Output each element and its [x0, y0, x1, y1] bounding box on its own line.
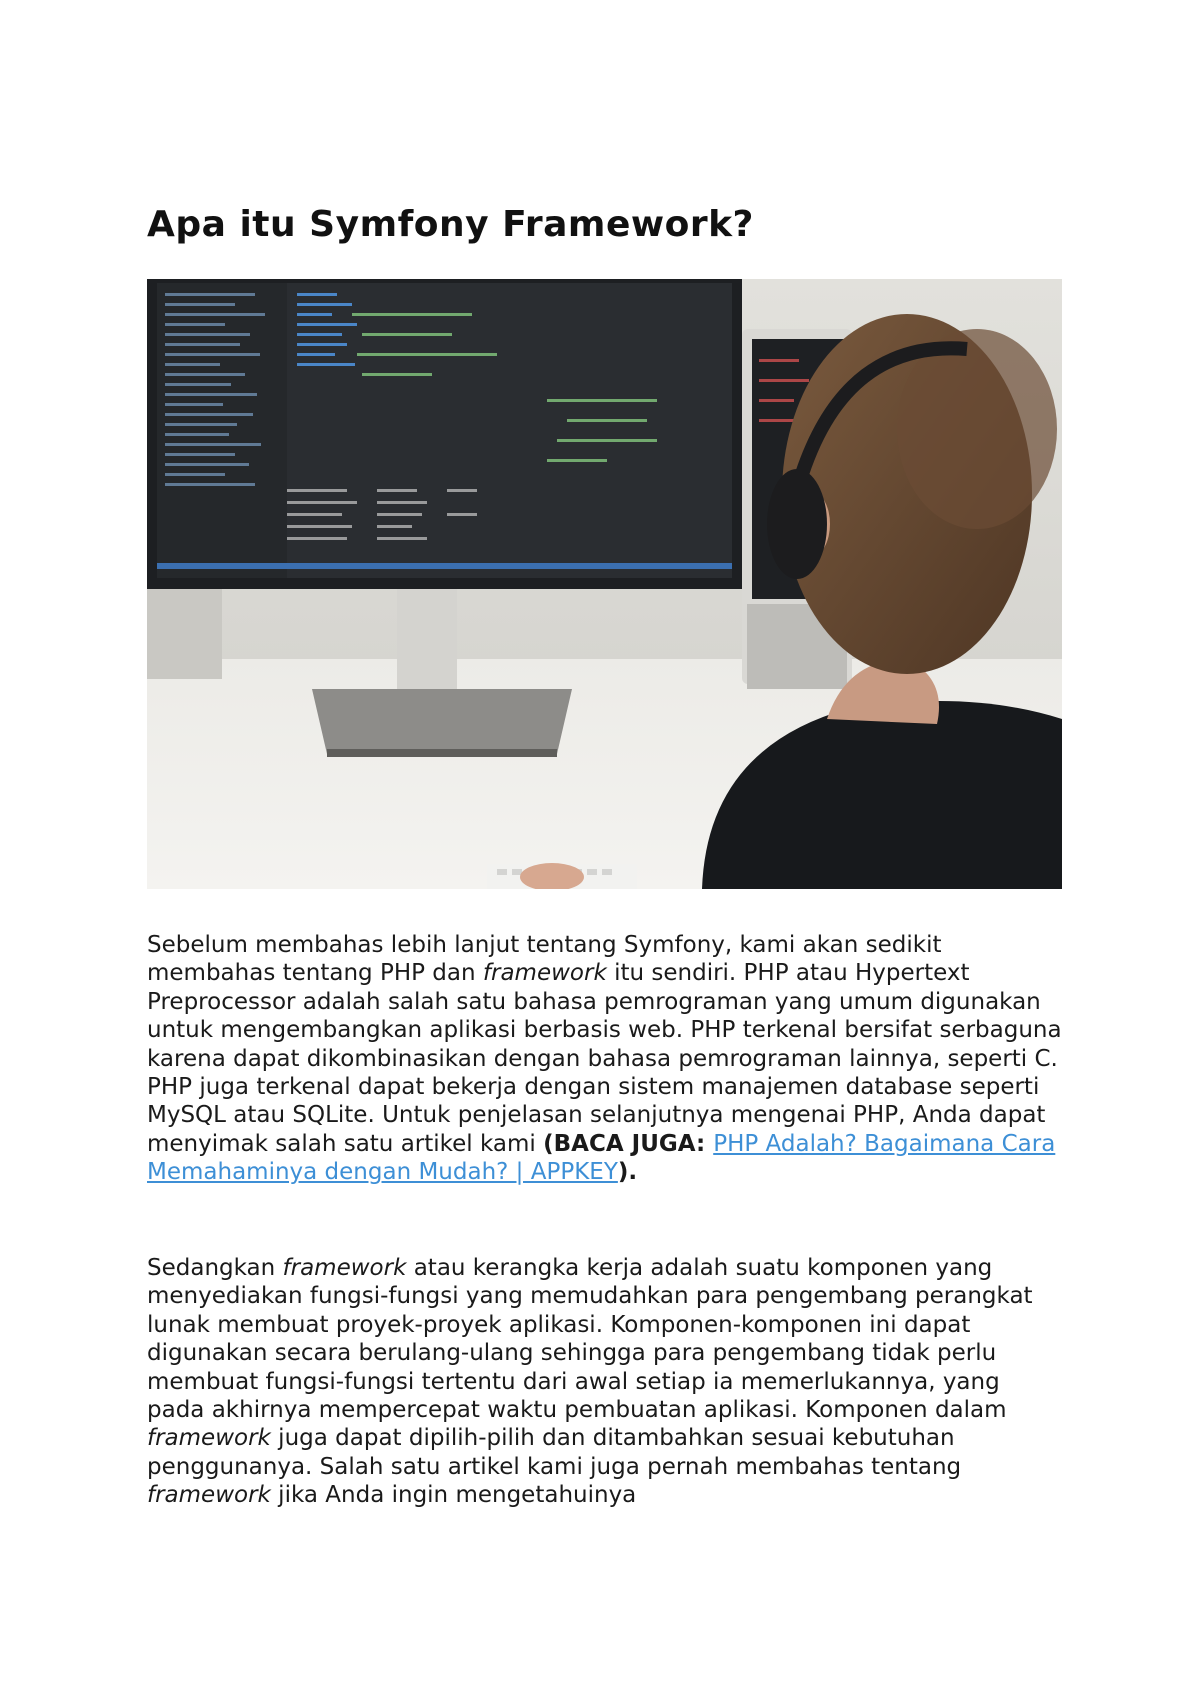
bold-text: (BACA JUGA:: [543, 1130, 714, 1157]
article-link[interactable]: PHP Adalah? Bagaimana Cara Memahaminya dengan Mudah? | APPKEY: [147, 1130, 1056, 1186]
paragraph-text: atau kerangka kerja adalah suatu komponen yang menyediakan fungsi-fungsi yang memudahkan para pengembang perangkat lunak membuat proyek-proyek aplikasi. Komponen-komponen ini dapat digunakan secara berulang-ulang sehingga para pengembang tidak perlu membuat fungsi-fungsi tertentu dari awal setiap ia memerlukannya, yang pada akhirnya mempercepat waktu pembuatan aplikasi. Komponen dalam: [147, 1255, 1033, 1424]
developer-at-monitor-photo: [147, 279, 1062, 889]
paragraph-text: jika Anda ingin mengetahuinya: [270, 1482, 637, 1509]
article-paragraph-2: [147, 1254, 1062, 1510]
emphasis-text: framework: [147, 1482, 271, 1509]
paragraph-text: juga dapat dipilih-pilih dan ditambahkan sesuai kebutuhan penggunanya. Salah satu artikel kami juga pernah membahas tentang: [147, 1425, 962, 1480]
article-paragraph-1: [147, 931, 1062, 1187]
paragraph-text: itu sendiri. PHP atau Hypertext Preprocessor adalah salah satu bahasa pemrograman yang umum digunakan untuk mengembangkan aplikasi berbasis web. PHP terkenal bersifat serbaguna karena dapat dikombinasikan dengan bahasa pemrograman lainnya, seperti C. PHP juga terkenal dapat bekerja dengan sistem manajemen database seperti MySQL atau SQLite. Untuk penjelasan selanjutnya mengenai PHP, Anda dapat menyimak salah satu artikel kami: [147, 960, 1062, 1157]
paragraph-text: Sedangkan: [147, 1255, 283, 1281]
emphasis-text: framework: [282, 1255, 407, 1281]
paragraph-text: Sebelum membahas lebih lanjut tentang Symfony, kami akan sedikit membahas tentang PHP dan: [147, 932, 942, 987]
article-photo: [147, 279, 1062, 889]
emphasis-text: framework: [147, 1425, 271, 1452]
article-title: Apa itu Symfony Framework?: [147, 204, 754, 245]
emphasis-text: framework: [482, 960, 607, 987]
bold-text: ).: [617, 1159, 638, 1186]
